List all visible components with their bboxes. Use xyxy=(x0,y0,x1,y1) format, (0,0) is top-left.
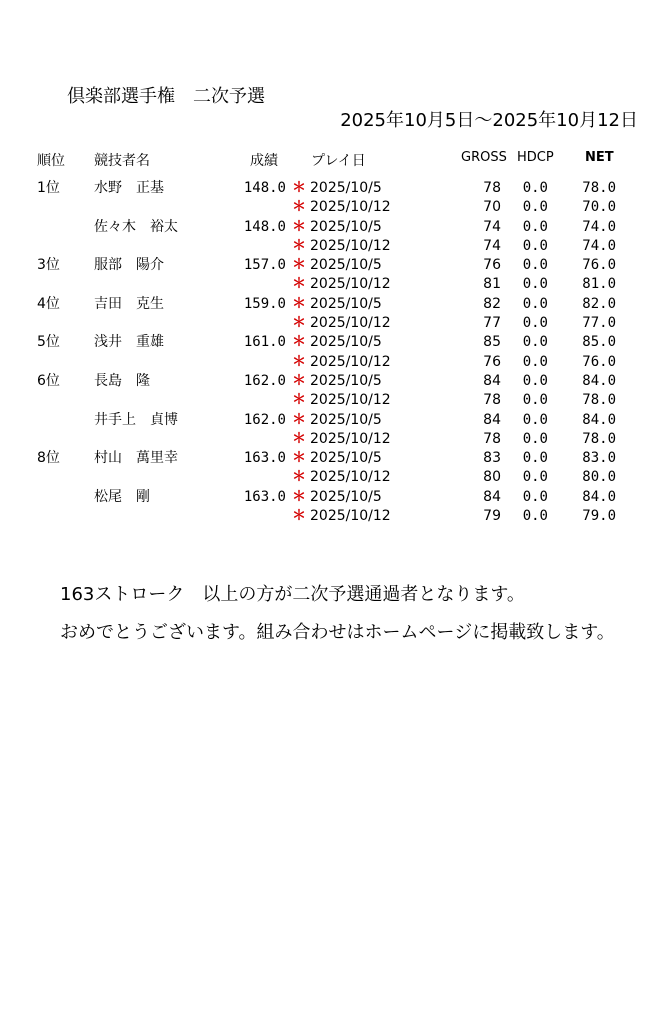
asterisk-icon: ＊ xyxy=(292,430,306,447)
play-date-cell: 2025/10/12 xyxy=(310,276,391,293)
total-score-cell: 161.0 xyxy=(243,334,286,351)
net-cell: 81.0 xyxy=(582,276,616,293)
player-name-cell: 服部 陽介 xyxy=(94,257,164,274)
header-name: 競技者名 xyxy=(94,153,150,169)
asterisk-icon: ＊ xyxy=(292,276,306,293)
table-row xyxy=(0,488,659,507)
rank-cell: 1位 xyxy=(37,180,60,196)
total-score-cell: 163.0 xyxy=(243,450,286,467)
header-play-date: プレイ日 xyxy=(311,153,366,169)
gross-cell: 70 xyxy=(483,199,501,216)
total-score-cell: 148.0 xyxy=(243,180,286,196)
play-date-cell: 2025/10/12 xyxy=(310,508,391,525)
asterisk-icon: ＊ xyxy=(292,488,306,505)
gross-cell: 76 xyxy=(483,353,501,370)
announcement-note: おめでとうございます。組み合わせはホームページに掲載致します。 xyxy=(60,622,615,643)
table-row xyxy=(0,353,659,372)
table-row xyxy=(0,468,659,487)
hdcp-cell: 0.0 xyxy=(522,257,548,274)
asterisk-icon: ＊ xyxy=(292,372,306,389)
header-net: NET xyxy=(585,150,614,165)
hdcp-cell: 0.0 xyxy=(522,488,548,505)
table-row xyxy=(0,237,659,256)
hdcp-cell: 0.0 xyxy=(522,372,548,389)
play-date-cell: 2025/10/5 xyxy=(310,450,382,467)
rank-cell: 4位 xyxy=(37,295,60,312)
table-row xyxy=(0,256,659,275)
total-score-cell: 148.0 xyxy=(243,218,286,235)
asterisk-icon: ＊ xyxy=(292,237,306,254)
gross-cell: 81 xyxy=(483,276,501,293)
play-date-cell: 2025/10/5 xyxy=(310,372,382,389)
table-row xyxy=(0,449,659,468)
hdcp-cell: 0.0 xyxy=(522,295,548,312)
play-date-cell: 2025/10/12 xyxy=(310,237,391,254)
player-name-cell: 浅井 重雄 xyxy=(94,334,164,351)
table-row xyxy=(0,391,659,410)
hdcp-cell: 0.0 xyxy=(522,508,548,525)
table-row xyxy=(0,372,659,391)
gross-cell: 74 xyxy=(483,218,501,235)
gross-cell: 80 xyxy=(483,469,501,486)
gross-cell: 82 xyxy=(483,295,501,312)
hdcp-cell: 0.0 xyxy=(522,199,548,216)
player-name-cell: 井手上 貞博 xyxy=(94,411,178,428)
hdcp-cell: 0.0 xyxy=(522,392,548,409)
table-row xyxy=(0,218,659,237)
asterisk-icon: ＊ xyxy=(292,469,306,486)
total-score-cell: 162.0 xyxy=(243,411,286,428)
gross-cell: 84 xyxy=(483,411,501,428)
gross-cell: 78 xyxy=(483,392,501,409)
gross-cell: 84 xyxy=(483,372,501,389)
header-score: 成績 xyxy=(250,153,278,169)
table-row xyxy=(0,275,659,294)
total-score-cell: 159.0 xyxy=(243,295,286,312)
net-cell: 84.0 xyxy=(582,488,616,505)
net-cell: 78.0 xyxy=(582,180,616,196)
net-cell: 78.0 xyxy=(582,430,616,447)
net-cell: 80.0 xyxy=(582,469,616,486)
gross-cell: 84 xyxy=(483,488,501,505)
play-date-cell: 2025/10/5 xyxy=(310,295,382,312)
asterisk-icon: ＊ xyxy=(292,392,306,409)
table-row xyxy=(0,179,659,198)
competition-period: 2025年10月5日～2025年10月12日 xyxy=(340,110,638,131)
play-date-cell: 2025/10/5 xyxy=(310,488,382,505)
play-date-cell: 2025/10/12 xyxy=(310,199,391,216)
net-cell: 78.0 xyxy=(582,392,616,409)
table-row xyxy=(0,314,659,333)
hdcp-cell: 0.0 xyxy=(522,450,548,467)
net-cell: 76.0 xyxy=(582,353,616,370)
asterisk-icon: ＊ xyxy=(292,450,306,467)
player-name-cell: 吉田 克生 xyxy=(94,295,164,312)
header-rank: 順位 xyxy=(37,153,65,169)
asterisk-icon: ＊ xyxy=(292,334,306,351)
table-row xyxy=(0,295,659,314)
rank-cell: 6位 xyxy=(37,372,60,389)
player-name-cell: 村山 萬里幸 xyxy=(94,450,178,467)
hdcp-cell: 0.0 xyxy=(522,237,548,254)
net-cell: 85.0 xyxy=(582,334,616,351)
player-name-cell: 松尾 剛 xyxy=(94,488,150,505)
gross-cell: 76 xyxy=(483,257,501,274)
play-date-cell: 2025/10/5 xyxy=(310,257,382,274)
net-cell: 79.0 xyxy=(582,508,616,525)
net-cell: 74.0 xyxy=(582,237,616,254)
table-row xyxy=(0,198,659,217)
qualification-note: 163ストローク 以上の方が二次予選通過者となります。 xyxy=(60,584,525,605)
asterisk-icon: ＊ xyxy=(292,218,306,235)
hdcp-cell: 0.0 xyxy=(522,276,548,293)
asterisk-icon: ＊ xyxy=(292,411,306,428)
hdcp-cell: 0.0 xyxy=(522,469,548,486)
asterisk-icon: ＊ xyxy=(292,257,306,274)
net-cell: 84.0 xyxy=(582,372,616,389)
gross-cell: 78 xyxy=(483,430,501,447)
net-cell: 74.0 xyxy=(582,218,616,235)
total-score-cell: 163.0 xyxy=(243,488,286,505)
hdcp-cell: 0.0 xyxy=(522,180,548,196)
table-row xyxy=(0,430,659,449)
play-date-cell: 2025/10/5 xyxy=(310,411,382,428)
table-row xyxy=(0,507,659,526)
gross-cell: 79 xyxy=(483,508,501,525)
player-name-cell: 佐々木 裕太 xyxy=(94,218,178,235)
total-score-cell: 157.0 xyxy=(243,257,286,274)
table-row xyxy=(0,333,659,352)
page-title: 倶楽部選手権 二次予選 xyxy=(67,86,265,107)
net-cell: 84.0 xyxy=(582,411,616,428)
net-cell: 82.0 xyxy=(582,295,616,312)
hdcp-cell: 0.0 xyxy=(522,315,548,332)
hdcp-cell: 0.0 xyxy=(522,334,548,351)
asterisk-icon: ＊ xyxy=(292,508,306,525)
hdcp-cell: 0.0 xyxy=(522,411,548,428)
play-date-cell: 2025/10/5 xyxy=(310,180,382,196)
asterisk-icon: ＊ xyxy=(292,295,306,312)
header-hdcp: HDCP xyxy=(517,150,554,165)
asterisk-icon: ＊ xyxy=(292,315,306,332)
table-row xyxy=(0,411,659,430)
play-date-cell: 2025/10/5 xyxy=(310,218,382,235)
player-name-cell: 水野 正基 xyxy=(94,180,164,196)
total-score-cell: 162.0 xyxy=(243,372,286,389)
play-date-cell: 2025/10/12 xyxy=(310,469,391,486)
rank-cell: 8位 xyxy=(37,450,60,467)
asterisk-icon: ＊ xyxy=(292,180,306,196)
hdcp-cell: 0.0 xyxy=(522,430,548,447)
rank-cell: 5位 xyxy=(37,334,60,351)
asterisk-icon: ＊ xyxy=(292,199,306,216)
net-cell: 76.0 xyxy=(582,257,616,274)
play-date-cell: 2025/10/12 xyxy=(310,430,391,447)
header-gross: GROSS xyxy=(461,150,507,165)
hdcp-cell: 0.0 xyxy=(522,218,548,235)
play-date-cell: 2025/10/5 xyxy=(310,334,382,351)
gross-cell: 74 xyxy=(483,237,501,254)
net-cell: 70.0 xyxy=(582,199,616,216)
rank-cell: 3位 xyxy=(37,257,60,274)
play-date-cell: 2025/10/12 xyxy=(310,392,391,409)
net-cell: 83.0 xyxy=(582,450,616,467)
gross-cell: 77 xyxy=(483,315,501,332)
results-table xyxy=(0,179,659,526)
player-name-cell: 長島 隆 xyxy=(94,372,150,389)
gross-cell: 85 xyxy=(483,334,501,351)
gross-cell: 83 xyxy=(483,450,501,467)
gross-cell: 78 xyxy=(483,180,501,196)
hdcp-cell: 0.0 xyxy=(522,353,548,370)
play-date-cell: 2025/10/12 xyxy=(310,353,391,370)
asterisk-icon: ＊ xyxy=(292,353,306,370)
play-date-cell: 2025/10/12 xyxy=(310,315,391,332)
net-cell: 77.0 xyxy=(582,315,616,332)
